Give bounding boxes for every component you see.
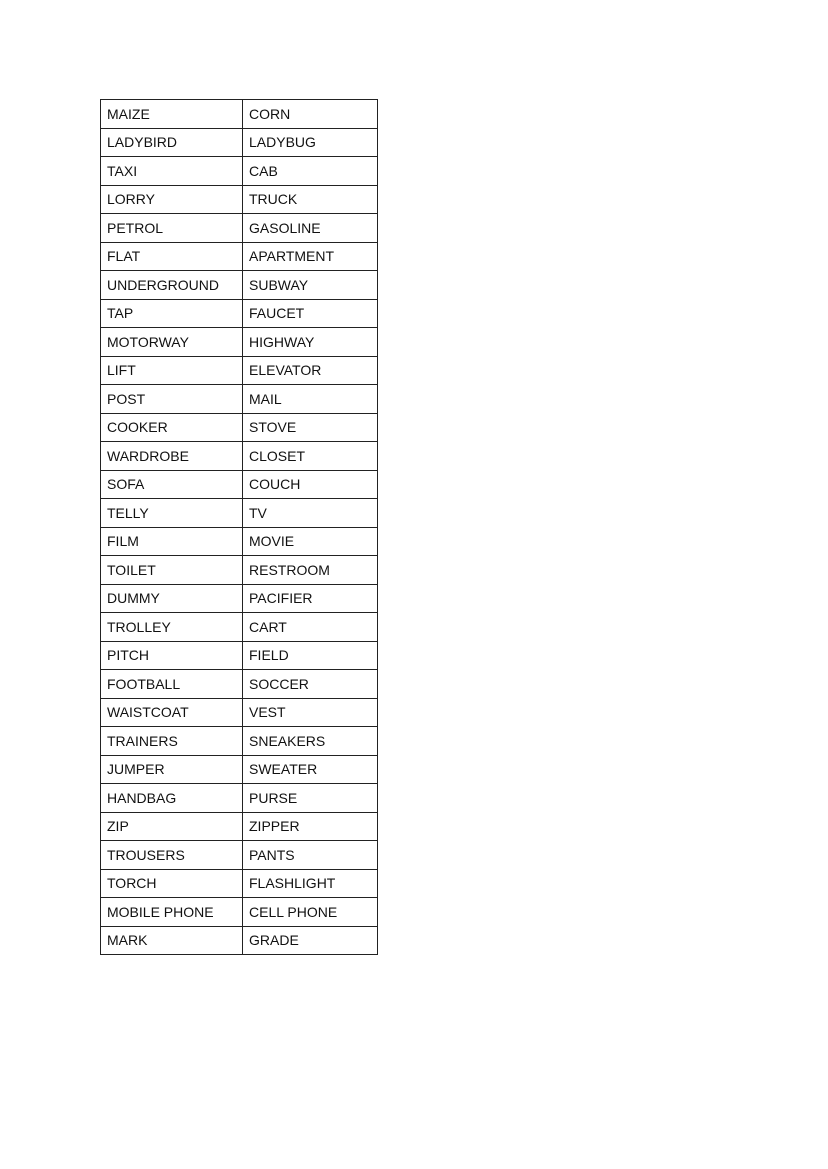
british-word-cell: TROUSERS [101,841,243,870]
american-word-cell: ZIPPER [243,812,378,841]
table-row [101,670,378,699]
british-word-cell: SOFA [101,470,243,499]
table-row [101,926,378,955]
british-word-cell: TAP [101,299,243,328]
american-word-cell: CELL PHONE [243,898,378,927]
british-word-cell: MAIZE [101,100,243,129]
british-word-cell: HANDBAG [101,784,243,813]
word-table-body [101,100,378,955]
table-row [101,185,378,214]
british-word-cell: FOOTBALL [101,670,243,699]
table-row [101,100,378,129]
table-row [101,242,378,271]
british-word-cell: LIFT [101,356,243,385]
british-word-cell: COOKER [101,413,243,442]
table-row [101,328,378,357]
american-word-cell: VEST [243,698,378,727]
table-row [101,584,378,613]
british-word-cell: TOILET [101,556,243,585]
british-word-cell: DUMMY [101,584,243,613]
table-row [101,413,378,442]
table-row [101,727,378,756]
british-word-cell: WAISTCOAT [101,698,243,727]
table-row [101,356,378,385]
british-word-cell: ZIP [101,812,243,841]
table-row [101,812,378,841]
american-word-cell: HIGHWAY [243,328,378,357]
table-row [101,299,378,328]
table-row [101,755,378,784]
table-row [101,442,378,471]
american-word-cell: TRUCK [243,185,378,214]
american-word-cell: FAUCET [243,299,378,328]
british-word-cell: UNDERGROUND [101,271,243,300]
british-word-cell: JUMPER [101,755,243,784]
british-word-cell: LORRY [101,185,243,214]
british-word-cell: FILM [101,527,243,556]
british-word-cell: PITCH [101,641,243,670]
american-word-cell: ELEVATOR [243,356,378,385]
british-word-cell: MARK [101,926,243,955]
american-word-cell: SWEATER [243,755,378,784]
american-word-cell: FIELD [243,641,378,670]
american-word-cell: LADYBUG [243,128,378,157]
american-word-cell: MAIL [243,385,378,414]
table-row [101,641,378,670]
british-word-cell: MOBILE PHONE [101,898,243,927]
american-word-cell: CART [243,613,378,642]
british-word-cell: POST [101,385,243,414]
british-word-cell: PETROL [101,214,243,243]
british-word-cell: TORCH [101,869,243,898]
american-word-cell: PURSE [243,784,378,813]
british-word-cell: TRAINERS [101,727,243,756]
table-row [101,499,378,528]
table-row [101,898,378,927]
american-word-cell: PANTS [243,841,378,870]
british-word-cell: LADYBIRD [101,128,243,157]
table-row [101,385,378,414]
table-row [101,157,378,186]
british-american-word-table [100,99,378,955]
table-row [101,613,378,642]
american-word-cell: COUCH [243,470,378,499]
table-row [101,784,378,813]
british-word-cell: FLAT [101,242,243,271]
table-row [101,841,378,870]
table-row [101,698,378,727]
american-word-cell: FLASHLIGHT [243,869,378,898]
table-row [101,527,378,556]
american-word-cell: TV [243,499,378,528]
table-row [101,271,378,300]
table-row [101,556,378,585]
american-word-cell: SOCCER [243,670,378,699]
british-word-cell: MOTORWAY [101,328,243,357]
american-word-cell: CORN [243,100,378,129]
american-word-cell: SUBWAY [243,271,378,300]
american-word-cell: STOVE [243,413,378,442]
table-row [101,470,378,499]
british-word-cell: TAXI [101,157,243,186]
american-word-cell: GRADE [243,926,378,955]
british-word-cell: TELLY [101,499,243,528]
table-row [101,214,378,243]
american-word-cell: CAB [243,157,378,186]
american-word-cell: APARTMENT [243,242,378,271]
american-word-cell: SNEAKERS [243,727,378,756]
american-word-cell: MOVIE [243,527,378,556]
british-word-cell: TROLLEY [101,613,243,642]
american-word-cell: PACIFIER [243,584,378,613]
american-word-cell: GASOLINE [243,214,378,243]
american-word-cell: RESTROOM [243,556,378,585]
table-row [101,869,378,898]
table-row [101,128,378,157]
american-word-cell: CLOSET [243,442,378,471]
british-word-cell: WARDROBE [101,442,243,471]
